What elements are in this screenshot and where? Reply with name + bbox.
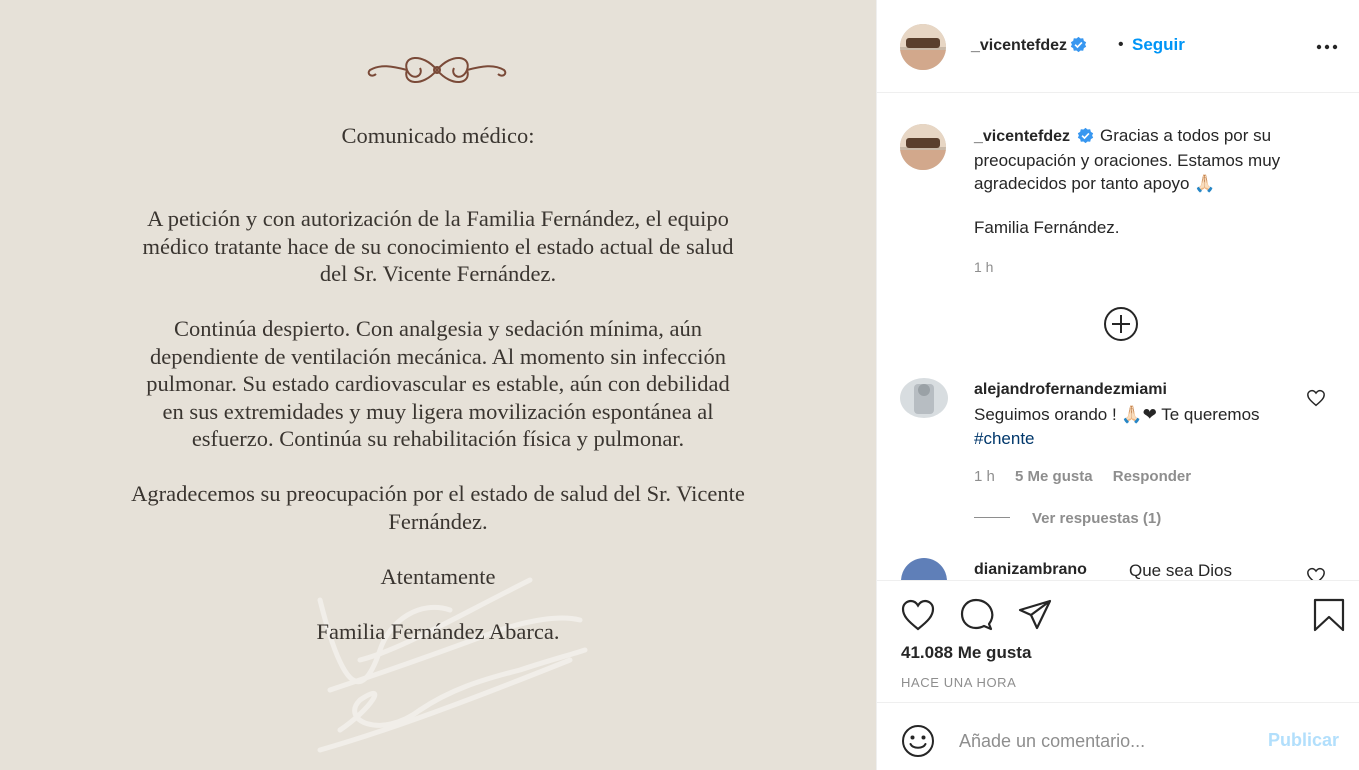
caption-text: Gracias a todos por su preocupación y oraciones. Estamos muy agradecidos por tanto apoyo 🙏🏻 [974,126,1281,193]
comment-avatar[interactable] [901,558,947,580]
like-comment-heart-icon[interactable] [1306,389,1326,407]
header-separator: • [1118,36,1124,53]
posted-time[interactable]: HACE UNA HORA [901,675,1017,690]
more-options-icon[interactable] [1314,37,1340,57]
comment-avatar[interactable] [900,378,948,418]
comment-bubble-icon[interactable] [959,598,995,632]
document-paragraph-1: A petición y con autorización de la Familia Fernández, el equipo médico tratante hace de su conocimiento el estado actual de salud del Sr. Vicente Fernández. [142,206,734,286]
comments-list[interactable] [877,94,1359,580]
caption-signature: Familia Fernández. [974,218,1120,237]
like-heart-icon[interactable] [900,598,936,632]
post-header [877,0,1359,93]
caption-username[interactable]: _vicentefdez [974,128,1071,145]
document-closing: Atentamente [380,564,496,589]
save-bookmark-icon[interactable] [1311,598,1347,632]
caption-time[interactable]: 1 h [974,259,994,275]
likes-count[interactable]: 41.088 Me gusta [901,643,1032,662]
post-actions [877,580,1359,702]
like-comment-heart-icon[interactable] [1306,567,1326,580]
comment-text: Seguimos orando ! 🙏🏻❤ Te queremos #chente [974,405,1260,448]
caption [974,124,1334,196]
verified-badge-icon [1077,127,1094,144]
ornament-flourish-icon [362,46,512,94]
header-username[interactable]: _vicentefdez [971,37,1068,54]
comment-meta [974,468,1207,485]
document-signature: Familia Fernández Abarca. [316,619,560,644]
share-send-icon[interactable] [1017,598,1053,632]
verified-badge-icon [1070,36,1087,53]
emoji-icon[interactable] [900,723,936,759]
comment-text: Que sea Dios [1129,561,1232,580]
view-replies-button[interactable]: Ver respuestas (1) [974,510,1161,527]
document-paragraph-3: Agradecemos su preocupación por el estado de salud del Sr. Vicente Fernández. [131,481,745,534]
comment-username[interactable]: alejandrofernandezmiami [974,381,1167,398]
add-comment-bar [877,702,1359,770]
follow-button[interactable]: Seguir [1132,35,1185,54]
comment-likes[interactable]: 5 Me gusta [1015,468,1093,485]
document-paragraph-2: Continúa despierto. Con analgesia y sedación mínima, aún dependiente de ventilación mecánica. Al momento sin infección pulmonar. Su estado cardiovascular es estable, aún con debilidad en sus extremidades y muy ligera movilización espontánea al esfuerzo. Continúa su rehabilitación física y pulmonar. [146,316,730,451]
document-title: Comunicado médico: [341,123,535,148]
comment-time[interactable]: 1 h [974,468,995,485]
hashtag-link[interactable]: #chente [974,428,1035,448]
caption-avatar[interactable] [900,124,946,170]
comment-username[interactable]: dianizambrano [974,561,1087,578]
header-avatar[interactable] [900,24,946,70]
publish-button[interactable]: Publicar [1268,730,1340,750]
comment-input[interactable] [959,727,1259,755]
reply-button[interactable]: Responder [1112,468,1192,485]
post-side-panel [876,0,1359,770]
load-more-comments-icon[interactable] [1103,306,1139,342]
header-username-block[interactable] [971,36,1087,55]
